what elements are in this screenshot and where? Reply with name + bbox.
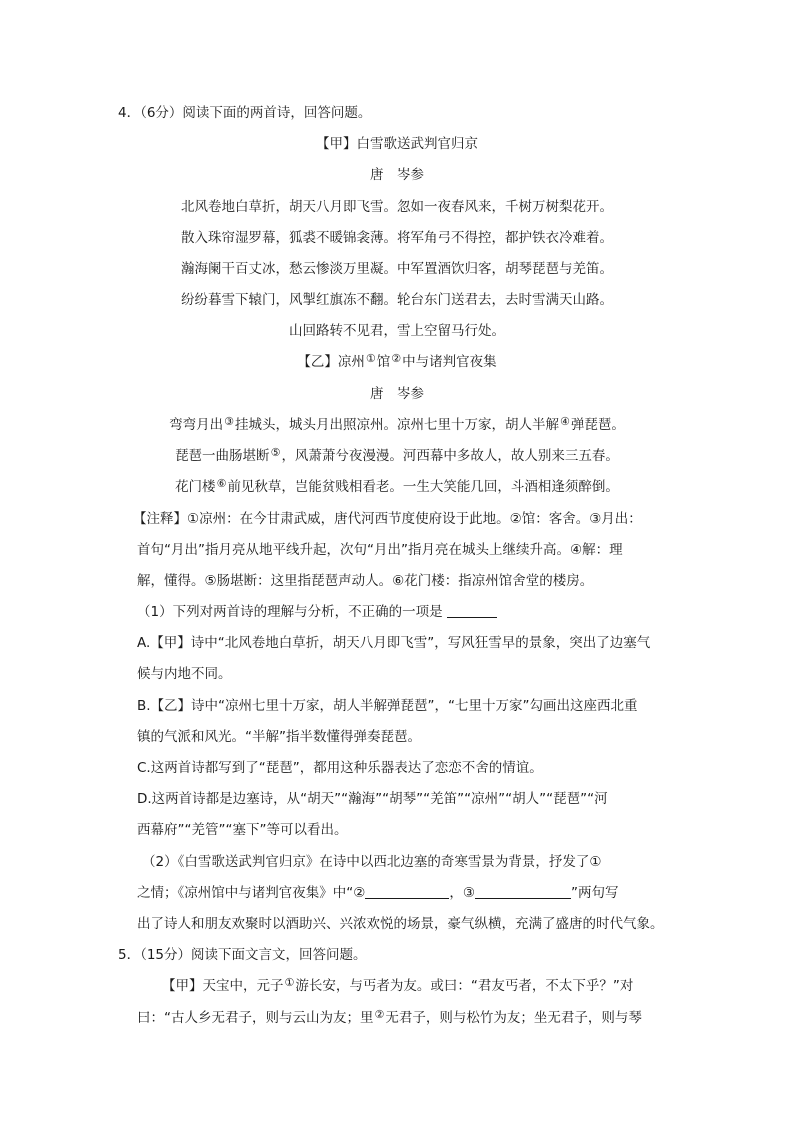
option-c: C.这两首诗都写到了“琵琶”，都用这种乐器表达了恋恋不舍的情谊。 — [137, 760, 543, 776]
answer-blank-3[interactable] — [475, 885, 571, 899]
poem1-line: 山回路转不见君，雪上空留马行处。 — [289, 323, 505, 339]
notes-line: 【注释】①凉州：在今甘肃武威，唐代河西节度使府设于此地。②馆：客舍。③月出： — [133, 511, 642, 527]
option-d: D.这两首诗都是边塞诗，从“胡天”“瀚海”“胡琴”“羌笛”“凉州”“胡人”“琵琶”“河 — [137, 791, 608, 807]
q5-header: 5．（15分）阅读下面文言文，回答问题。 — [118, 947, 367, 963]
poem2-title: 【乙】凉州①馆②中与诸判官夜集 — [297, 352, 497, 370]
poem1-line: 纷纷暮雪下辕门，风掣红旗冻不翻。轮台东门送君去，去时雪满天山路。 — [181, 292, 613, 308]
poem2-line: 琵琶一曲肠堪断⑤，风萧萧兮夜漫漫。河西幕中多故人，故人别来三五春。 — [175, 446, 619, 464]
sub2-line: 出了诗人和朋友欢聚时以酒助兴、兴浓欢悦的场景，豪气纵横，充满了盛唐的时代气象。 — [137, 916, 664, 932]
notes-line: 解，懂得。⑤肠堪断：这里指琵琶声动人。⑥花门楼：指凉州馆舍堂的楼房。 — [137, 573, 594, 589]
q5-paragraph-line: 【甲】天宝中，元子①游长安，与丐者为友。或曰：“君友丐者，不太下乎？”对 — [162, 976, 634, 994]
poem1-line: 北风卷地白草折，胡天八月即飞雪。忽如一夜春风来，千树万树梨花开。 — [181, 199, 613, 215]
sub2-line: 之情；《凉州馆中与诸判官夜集》中“② ，③ ”两句写 — [137, 885, 619, 901]
q4-header: 4．（6分）阅读下面的两首诗，回答问题。 — [118, 105, 372, 121]
poem1-line: 瀚海阑干百丈冰，愁云惨淡万里凝。中军置酒饮归客，胡琴琵琶与羌笛。 — [181, 261, 613, 277]
sub1-stem: （1）下列对两首诗的理解与分析，不正确的一项是 — [137, 603, 497, 621]
answer-blank-2[interactable] — [365, 885, 449, 899]
poem1-author: 唐 岑参 — [370, 167, 424, 183]
poem2-line: 花门楼⑥前见秋草，岂能贫贱相看老。一生大笑能几回，斗酒相逢须醉倒。 — [175, 477, 619, 495]
poem1-line: 散入珠帘湿罗幕，狐裘不暖锦衾薄。将军角弓不得控，都护铁衣冷难着。 — [181, 230, 613, 246]
q5-paragraph-line: 曰：“古人乡无君子，则与云山为友；里②无君子，则与松竹为友；坐无君子，则与琴 — [137, 1008, 642, 1026]
option-a-cont: 候与内地不同。 — [137, 666, 232, 682]
answer-blank[interactable] — [447, 604, 497, 618]
option-d-cont: 西幕府”“羌管”“塞下”等可以看出。 — [137, 822, 348, 838]
option-b-cont: 镇的气派和风光。“半解”指半数懂得弹奏琵琶。 — [137, 729, 421, 745]
sub2-line: （2）《白雪歌送武判官归京》在诗中以西北边塞的奇寒雪景为背景，抒发了① — [142, 854, 602, 870]
poem2-author: 唐 岑参 — [370, 386, 424, 402]
notes-line: 首句“月出”指月亮从地平线升起，次句“月出”指月亮在城头上继续升高。④解：理 — [137, 542, 623, 558]
option-a: A.【甲】诗中“北风卷地白草折，胡天八月即飞雪”，写风狂雪早的景象，突出了边塞气 — [137, 635, 651, 651]
option-b: B.【乙】诗中“凉州七里十万家，胡人半解弹琵琶”，“七里十万家”勾画出这座西北重 — [137, 698, 638, 714]
poem2-line: 弯弯月出③挂城头，城头月出照凉州。凉州七里十万家，胡人半解④弹琵琶。 — [169, 415, 625, 433]
poem1-title: 【甲】白雪歌送武判官归京 — [316, 136, 478, 152]
